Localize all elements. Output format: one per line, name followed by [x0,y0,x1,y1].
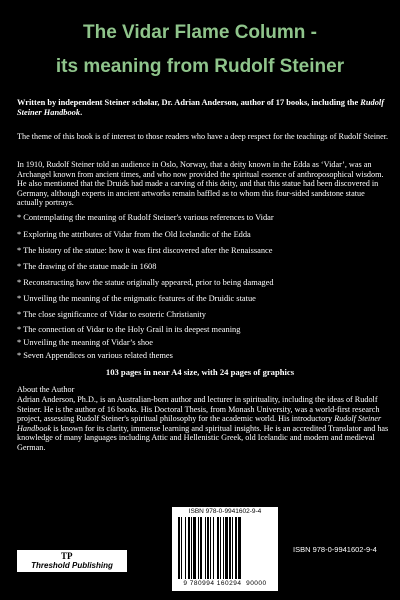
bullet-item: * The connection of Vidar to the Holy Grail in its deepest meaning [17,325,241,334]
barcode-number: 9 780994 160294 90000 [183,580,267,587]
publisher-logo [17,550,127,572]
barcode-bar [229,517,231,579]
title-line-2: its meaning from Rudolf Steiner [55,56,345,77]
bullet-item: * Contemplating the meaning of Rudolf Steiner's various references to Vidar [17,213,274,222]
tp-logo-icon: TP [61,551,73,561]
bullet-item: * The history of the statue: how it was first discovered after the Renaissance [17,246,273,255]
barcode-bar [225,517,228,579]
barcode-bar [235,517,237,579]
barcode-bar [178,517,180,579]
title-line-1: The Vidar Flame Column - [82,22,318,43]
barcode-bar [185,517,186,579]
bullet-item: * Seven Appendices on various related themes [17,351,173,360]
barcode-bar [217,517,219,579]
barcode-bar [193,517,196,579]
paragraph-history: In 1910, Rudolf Steiner told an audience in Oslo, Norway, that a deity known in the Edda as ‘Vidar’, was an Archangel known from ancient times, and who now provided the spiritual essence of anthroposophical wisdom. He also mentioned that the Druids had made a carving of this deity, and that this statue had been discovered in Germany, although experts in ancient artworks remain baffled as to whom this four-sided sandstone statue actually portrays. [17,160,384,208]
barcode-bar [223,517,224,579]
about-author-text: Adrian Anderson, Ph.D., is an Australian-born author and lecturer in spirituality, including the ideas of Rudolf Steiner. He is the author of 16 books. His Doctoral Thesis, from Monash University, was a world-first research project, assessing Rudolf Steiner's spiritual philosophy for the academic world. His introductory Rudolf Steiner Handbook is known for its clarity, immense learning and spiritual insights. He is an accredited Translator and has knowledge of many languages including Attic and Hellenistic Greek, old Icelandic and modern and medieval German. [17,395,389,452]
barcode [172,507,278,591]
bullet-item: * Unveiling the meaning of the enigmatic features of the Druidic statue [17,294,256,303]
barcode-bar [210,517,211,579]
barcode-bar [198,517,199,579]
about-heading: About the Author [17,385,75,394]
barcode-bar [213,517,214,579]
bullet-item: * Exploring the attributes of Vidar from the Old Icelandic of the Edda [17,230,251,239]
bullet-item: * The drawing of the statue made in 1608 [17,262,157,271]
bullet-item: * The close significance of Vidar to esoteric Christianity [17,310,206,319]
barcode-bar [232,517,233,579]
barcode-bar [238,517,241,579]
publisher-name: Threshold Publishing [31,561,113,570]
barcode-bar [188,517,190,579]
barcode-bar [207,517,209,579]
intro-text: Written by independent Steiner scholar, Dr. Adrian Anderson, author of 17 books, including the Rudolf Steiner Handbook. [17,98,385,117]
barcode-bar [200,517,202,579]
barcode-bar [205,517,206,579]
barcode-bar [181,517,182,579]
bullet-item: * Reconstructing how the statue originally appeared, prior to being damaged [17,278,274,287]
barcode-bars [178,517,272,579]
page-count-summary: 103 pages in near A4 size, with 24 pages of graphics [105,367,295,377]
bullet-item: * Unveiling the meaning of Vidar’s shoe [17,338,153,347]
barcode-bar [191,517,192,579]
isbn-text: ISBN 978-0-9941602-9-4 [293,545,377,554]
barcode-isbn: ISBN 978-0-9941602-9-4 [188,508,262,515]
paragraph-theme: The theme of this book is of interest to those readers who have a deep respect for the teachings of Rudolf Steiner. [17,132,389,141]
barcode-bar [220,517,221,579]
